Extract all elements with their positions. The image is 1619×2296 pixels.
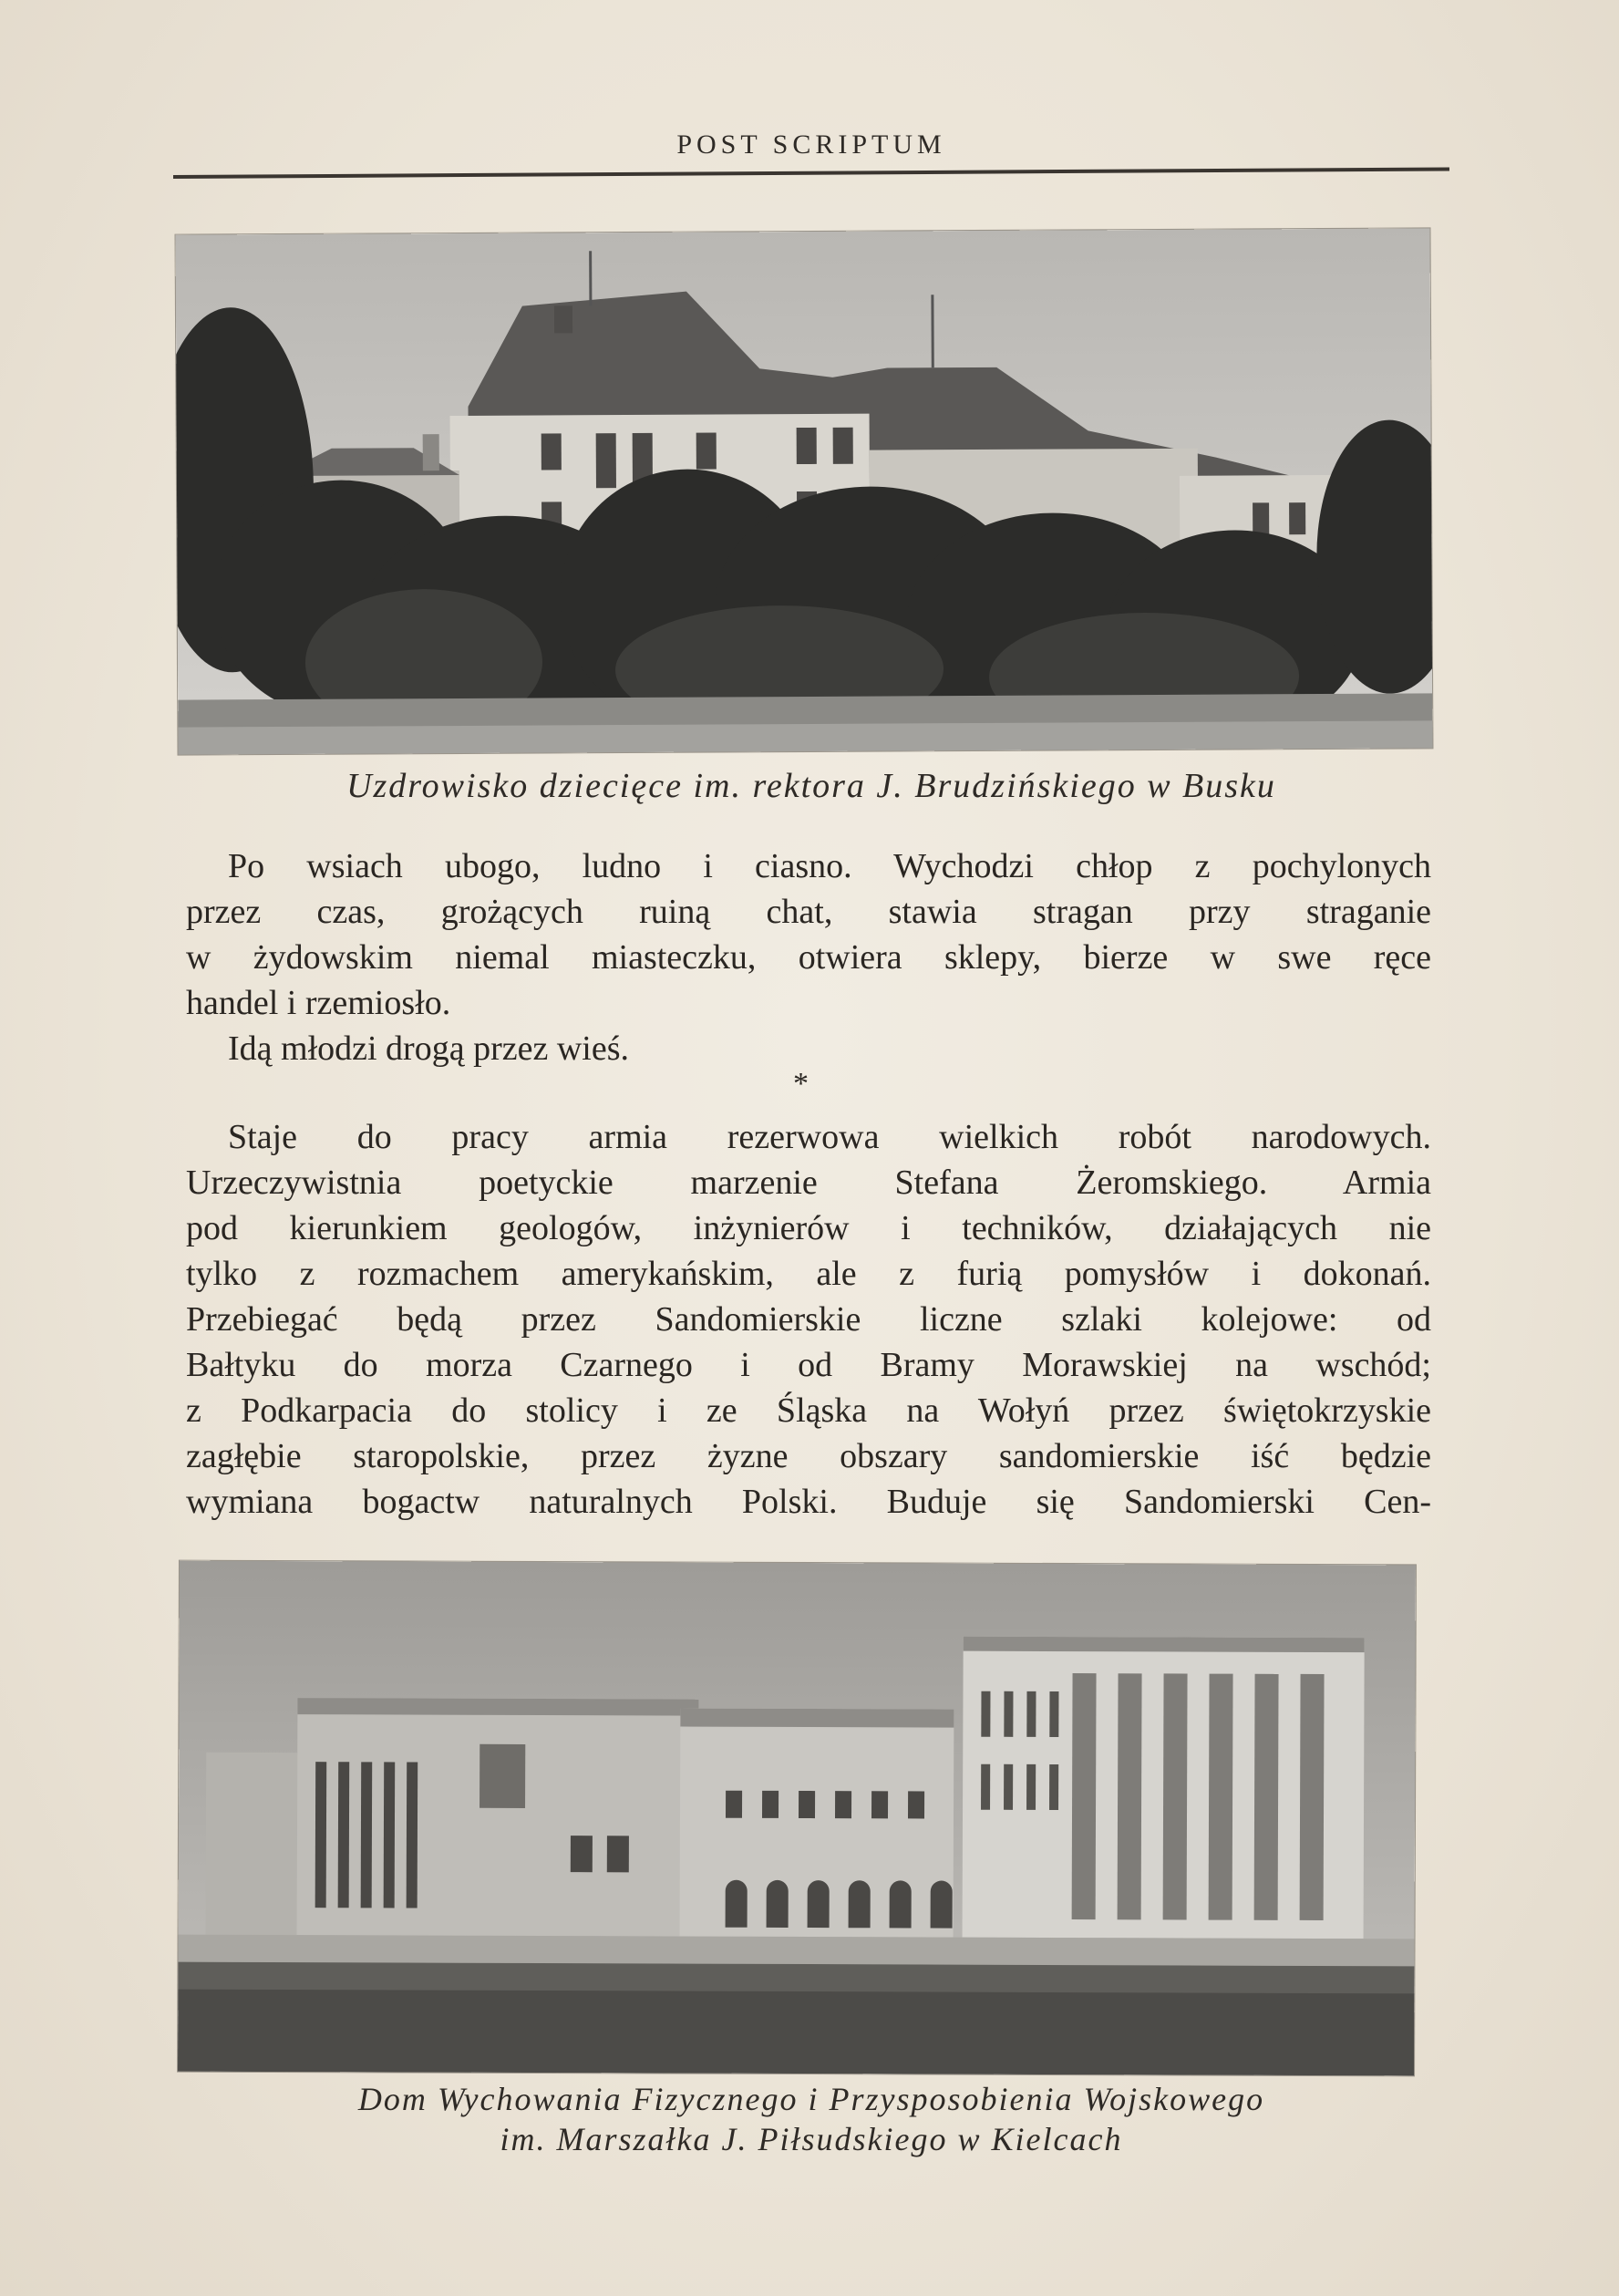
text-line: zagłębie staropolskie, przez żyzne obszary sandomierskie iść będzie	[186, 1437, 1431, 1475]
sports-building-illustration	[178, 1561, 1416, 2076]
text-line: przez czas, grożących ruiną chat, stawia stragan przy straganie	[186, 893, 1431, 931]
paragraph-1	[186, 843, 1431, 1071]
text-line: pod kierunkiem geologów, inżynierów i techników, działających nie	[186, 1209, 1431, 1247]
text-line: handel i rzemiosło.	[186, 984, 451, 1022]
text-line: tylko z rozmachem amerykańskim, ale z furią pomysłów i dokonań.	[186, 1255, 1431, 1293]
section-separator: *	[793, 1067, 809, 1101]
header-rule	[173, 167, 1449, 179]
figure-caption	[173, 2079, 1449, 2159]
paragraph-2	[186, 1114, 1431, 1525]
caption-line: im. Marszałka J. Piłsudskiego w Kielcach	[500, 2121, 1123, 2157]
text-line: z Podkarpacia do stolicy i ze Śląska na Wołyń przez świętokrzyskie	[186, 1391, 1431, 1430]
sports-building-photo	[178, 1561, 1416, 2076]
sanatorium-photo	[176, 228, 1433, 754]
figure-caption: Uzdrowisko dziecięce im. rektora J. Brudzińskiego w Busku	[346, 767, 1276, 805]
text-line: Bałtyku do morza Czarnego i od Bramy Morawskiej na wschód;	[186, 1346, 1431, 1384]
caption-line: Dom Wychowania Fizycznego i Przysposobienia Wojskowego	[357, 2081, 1265, 2117]
text-line: w żydowskim niemal miasteczku, otwiera sklepy, bierze w swe ręce	[186, 938, 1431, 977]
text-line: Staje do pracy armia rezerwowa wielkich robót narodowych.	[228, 1118, 1431, 1156]
text-line: Idą młodzi drogą przez wieś.	[228, 1029, 629, 1068]
running-head: POST SCRIPTUM	[676, 129, 946, 160]
text-line: wymiana bogactw naturalnych Polski. Buduje się Sandomierski Cen-	[186, 1483, 1431, 1521]
text-line: Urzeczywistnia poetyckie marzenie Stefana Żeromskiego. Armia	[186, 1164, 1431, 1202]
text-line: Po wsiach ubogo, ludno i ciasno. Wychodzi chłop z pochylonych	[228, 847, 1431, 885]
sanatorium-illustration	[176, 228, 1433, 754]
text-line: Przebiegać będą przez Sandomierskie liczne szlaki kolejowe: od	[186, 1300, 1431, 1339]
